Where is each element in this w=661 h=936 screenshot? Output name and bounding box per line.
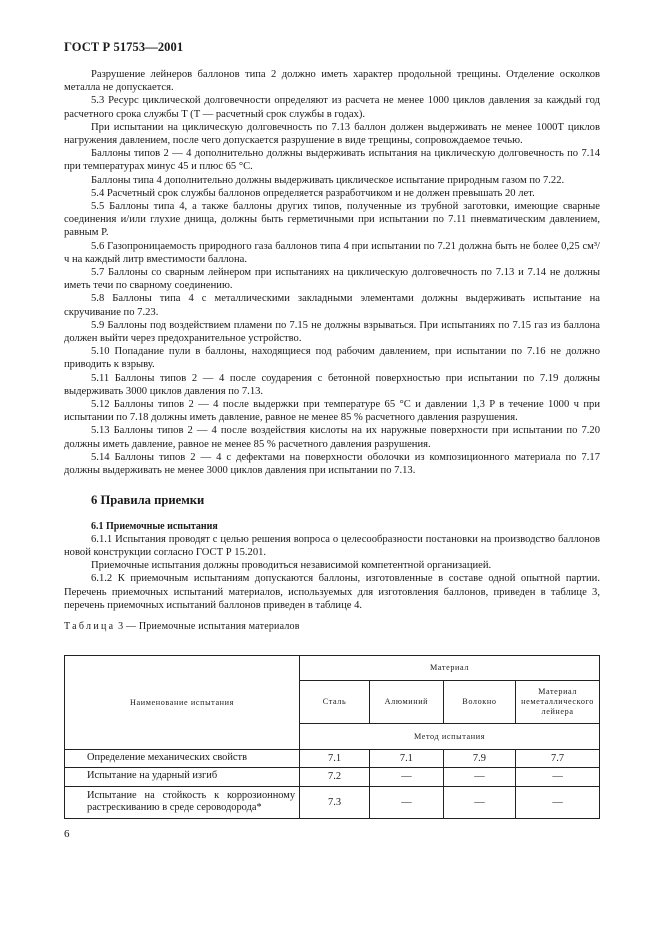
table-row (65, 750, 600, 768)
paragraph: 6.1.2 К приемочным испытаниям допускаются баллоны, изготовленные в составе одной опытной партии. Перечень приемочных испытаний материалов, используемых для изготовления баллонов, приведен в таблице 3, перечень приемочных испытаний баллонов приведен в таблице 4. (64, 573, 600, 611)
table-header-aluminum: Алюминий (370, 681, 444, 724)
table-cell-value: — (516, 767, 600, 786)
table-cell-value: 7.2 (300, 767, 370, 786)
paragraph: 5.13 Баллоны типов 2 — 4 после воздействия кислоты на их наружные поверхности при испытании по 7.20 должны иметь давление, равное не менее 85 % расчетного давления разрушения. (64, 425, 600, 450)
table-caption-word: Таблица (64, 620, 116, 632)
table-cell-value: — (443, 767, 515, 786)
table-row (65, 786, 600, 818)
table-cell-value: 7.1 (300, 750, 370, 768)
table-cell-test-name: Испытание на ударный изгиб (65, 767, 300, 786)
subsection-title: 6.1 Приемочные испытания (91, 520, 218, 532)
document-header: ГОСТ Р 51753—2001 (64, 40, 184, 54)
table-cell-value: 7.9 (443, 750, 515, 768)
table-cell-value: 7.7 (516, 750, 600, 768)
section-title: 6 Правила приемки (91, 493, 205, 508)
materials-test-table (64, 655, 600, 819)
paragraph: 6.1.1 Испытания проводят с целью решения вопроса о целесообразности постановки на производство баллонов новой конструкции согласно ГОСТ Р 15.201. (64, 533, 600, 558)
paragraph: 5.6 Газопроницаемость природного газа баллонов типа 4 при испытании по 7.21 должна быть не более 0,25 см³/ч на каждый литр вместимости баллона. (64, 240, 600, 265)
table-cell-value: — (443, 786, 515, 818)
paragraph: Приемочные испытания должны проводиться независимой компетентной организацией. (91, 560, 492, 572)
paragraph: 5.5 Баллоны типа 4, а также баллоны других типов, полученные из трубной заготовки, имеющие сварные соединения и/или глухие днища, должны быть герметичными при испытании по 7.11 пневматическим давлением, равным P. (64, 201, 600, 239)
paragraph: 5.4 Расчетный срок службы баллонов определяется разработчиком и не должен превышать 20 лет. (91, 187, 535, 199)
paragraph: 5.7 Баллоны со сварным лейнером при испытаниях на циклическую долговечность по 7.13 и 7.14 не должны иметь течи по сварному соединению. (64, 267, 600, 292)
table-header-method: Метод испытания (300, 724, 600, 750)
paragraph: 5.14 Баллоны типов 2 — 4 с дефектами на поверхности оболочки из композиционного материала по 7.17 должны выдерживать не менее 3000 циклов давления при испытании по 7.13. (64, 451, 600, 477)
paragraph: 5.8 Баллоны типа 4 с металлическими закладными элементами должны выдерживать испытание на скручивание по 7.23. (64, 293, 600, 318)
paragraph: 5.12 Баллоны типов 2 — 4 после выдержки при температуре 65 °С и давлении 1,3 P в течение 1000 ч при испытании по 7.18 должны иметь давление, равное не менее 85 % расчетного давления разрушения. (64, 399, 600, 424)
page-number: 6 (64, 828, 70, 840)
paragraph: При испытании на циклическую долговечность по 7.13 баллон должен выдерживать не менее 1000T циклов нагружения давлением, после чего допускается разрушение в виде трещины, сопровождаемое течью. (64, 121, 600, 147)
table-cell-value: — (516, 786, 600, 818)
table-cell-value: 7.1 (370, 750, 444, 768)
table-cell-value: — (370, 786, 444, 818)
paragraph: 5.9 Баллоны под воздействием пламени по 7.15 не должны взрываться. При испытаниях по 7.15 газ из баллона должен выйти через предохранительное устройство. (64, 319, 600, 345)
table-cell-value: — (370, 767, 444, 786)
table-header-fiber: Волокно (443, 681, 515, 724)
paragraph: 5.10 Попадание пули в баллоны, находящиеся под рабочим давлением, при испытании по 7.16 не должно приводить к взрыву. (64, 346, 600, 371)
table-header-steel: Сталь (300, 681, 370, 724)
table-header-test-name: Наименование испытания (65, 656, 300, 750)
document-body (64, 68, 600, 633)
paragraph: 5.3 Ресурс циклической долговечности определяют из расчета не менее 1000 циклов давления за каждый год расчетного срока службы T (T — расчетный срок службы в годах). (64, 95, 600, 120)
table-header-nonmetal-liner: Материал неметаллического лейнера (516, 681, 600, 724)
table-header-material: Материал (300, 656, 600, 681)
paragraph: Баллоны типов 2 — 4 дополнительно должны выдерживать испытания на циклическую долговечность по 7.14 при температурах минус 45 и плюс 65 °С. (64, 148, 600, 173)
paragraph: 5.11 Баллоны типов 2 — 4 после соударения с бетонной поверхностью при испытании по 7.19 должны выдерживать 3000 циклов давления по 7.13. (64, 372, 600, 397)
table-caption-text: 3 — Приемочные испытания материалов (118, 620, 300, 632)
table-cell-value: 7.3 (300, 786, 370, 818)
table-row (65, 767, 600, 786)
table-caption (64, 620, 600, 633)
paragraph: Разрушение лейнеров баллонов типа 2 должно иметь характер продольной трещины. Отделение осколков металла не допускается. (64, 69, 600, 94)
table-cell-test-name: Определение механических свойств (65, 750, 300, 768)
table-cell-test-name: Испытание на стойкость к коррозионному растрескиванию в среде сероводорода* (65, 786, 300, 818)
paragraph: Баллоны типа 4 дополнительно должны выдерживать циклическое испытание природным газом по 7.22. (91, 174, 565, 186)
